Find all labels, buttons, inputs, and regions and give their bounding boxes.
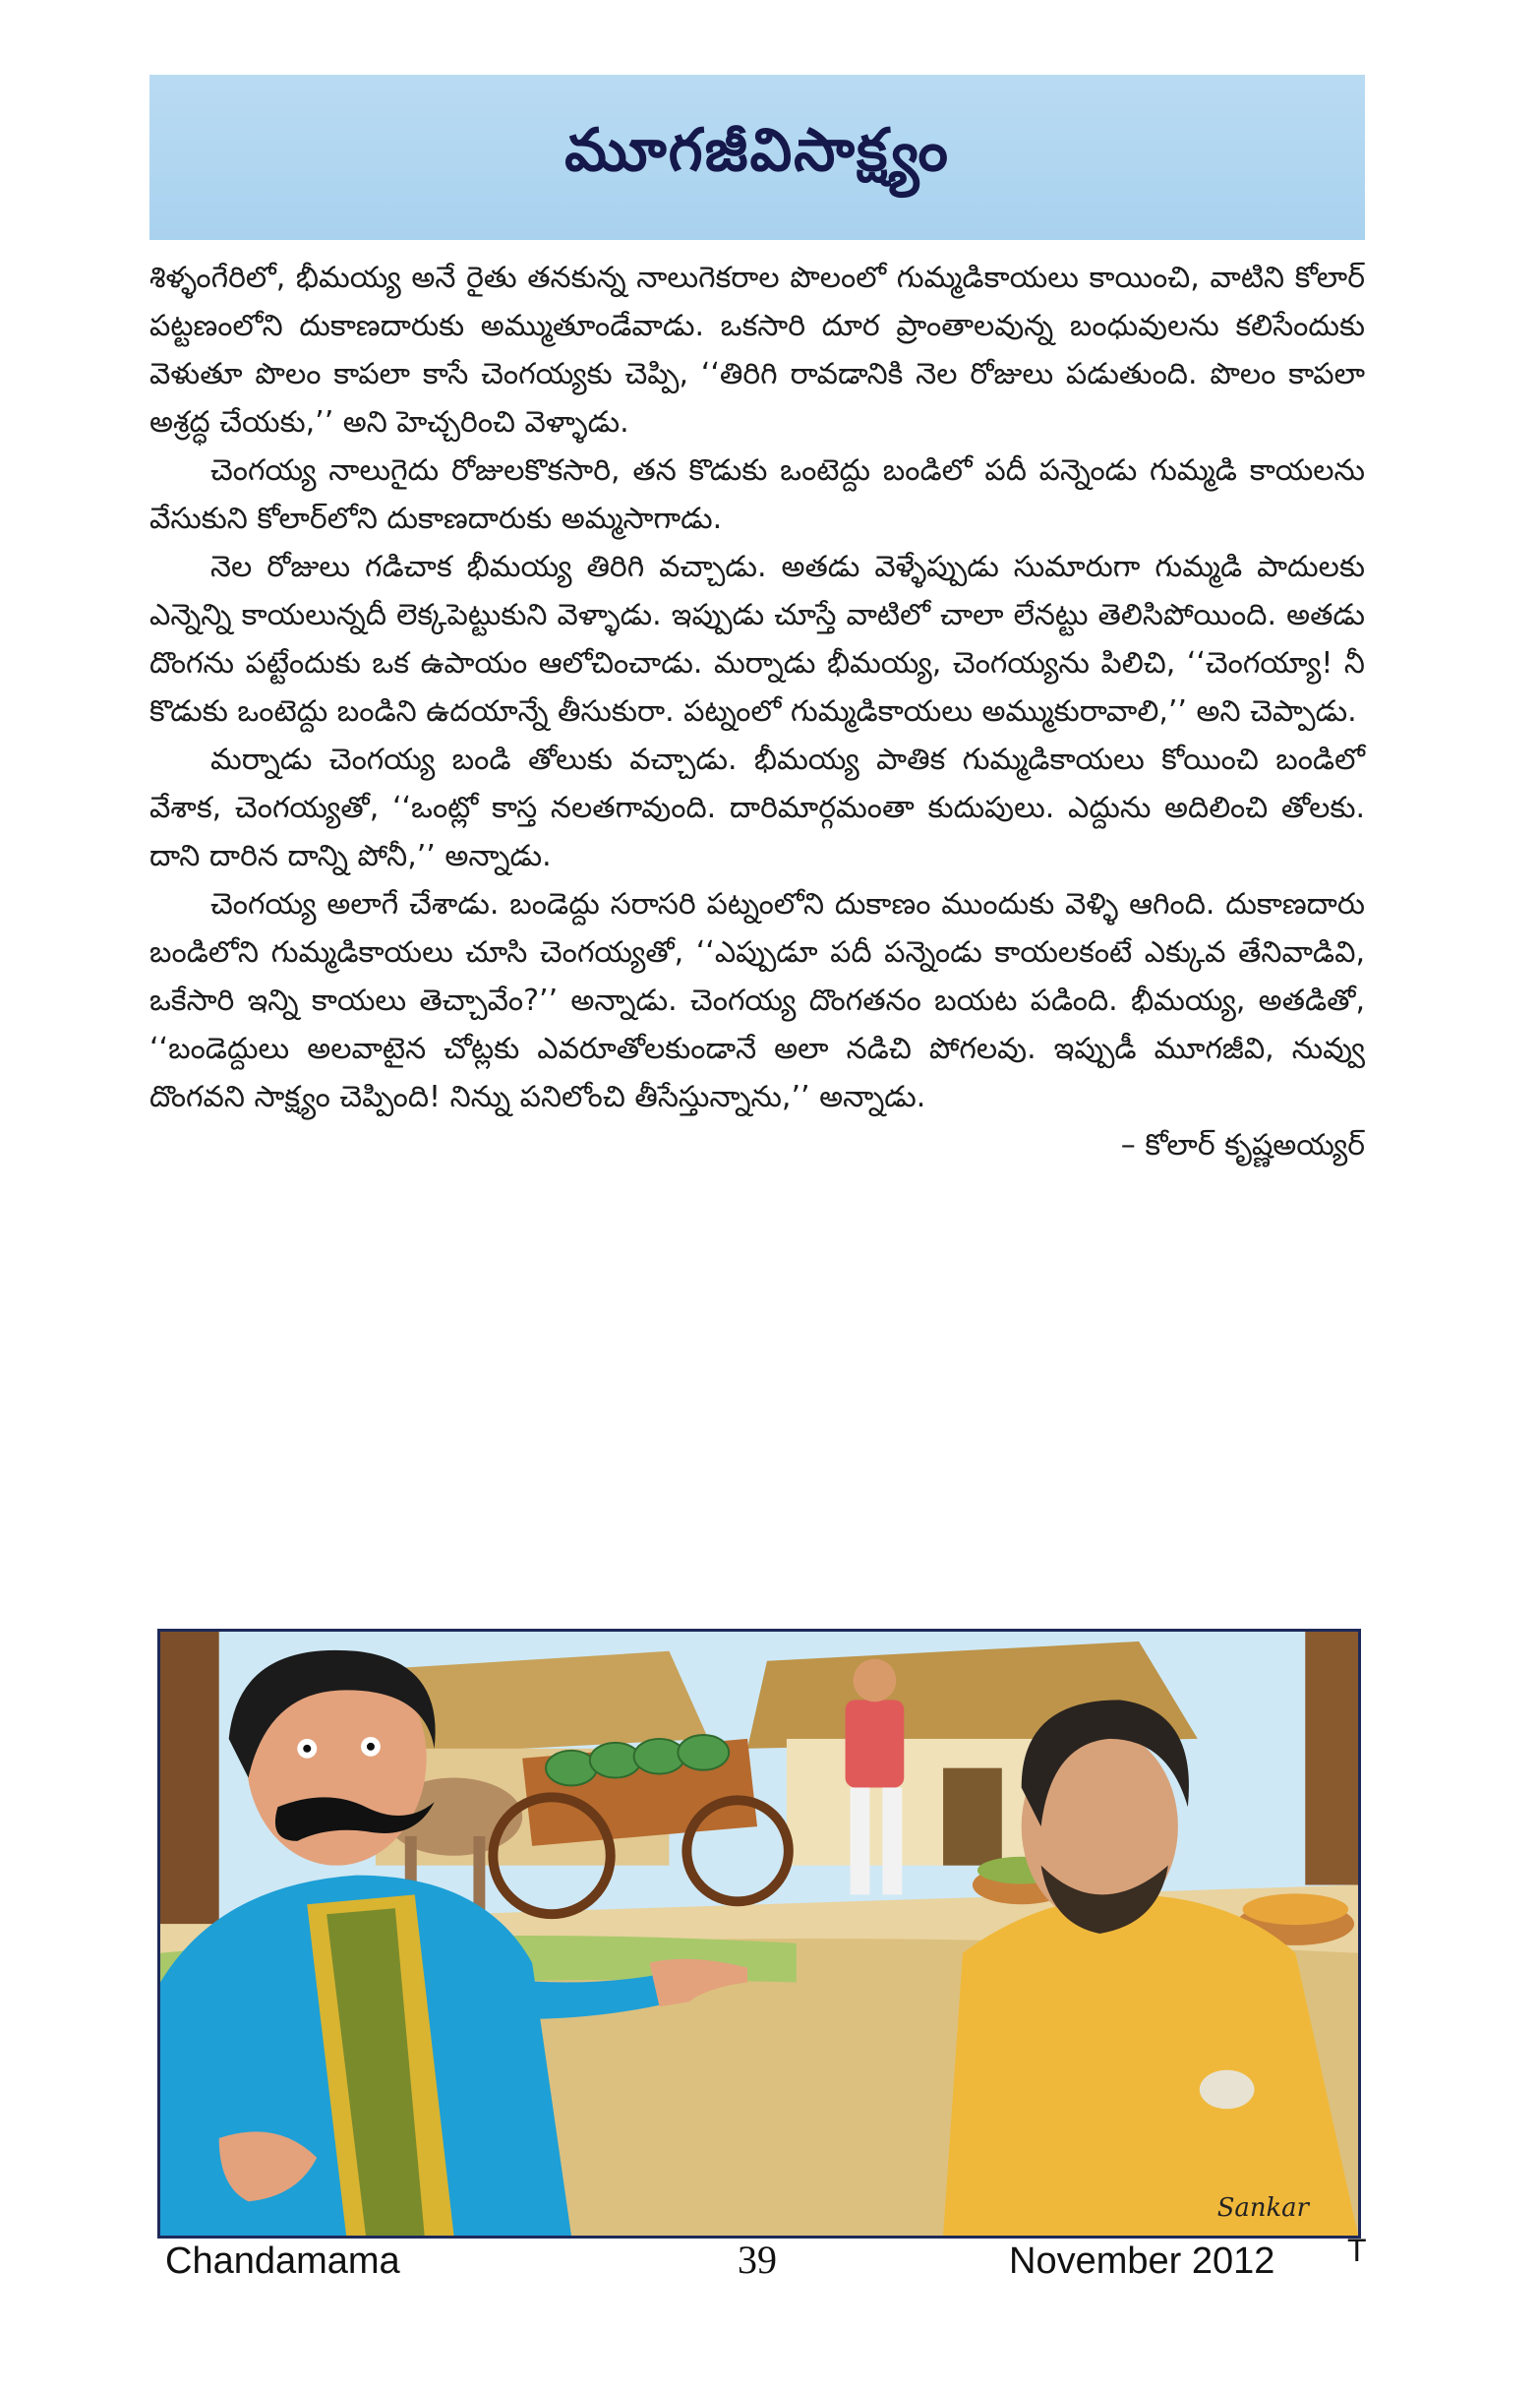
author-line [149, 1121, 1365, 1169]
paragraph-3: నెల రోజులు గడిచాక భీమయ్య తిరిగి వచ్చాడు. అతడు వెళ్ళేప్పుడు సుమారుగా గుమ్మడి పాదులకు ఎన్నెన్ని కాయలున్నదీ లెక్కపెట్టుకుని వెళ్ళాడు. ఇప్పుడు చూస్తే వాటిలో చాలా లేనట్టు తెలిసిపోయింది. అతడు దొంగను పట్టేందుకు ఒక ఉపాయం ఆలోచించాడు. మర్నాడు భీమయ్య, చెంగయ్యను పిలిచి, ‘‘చెంగయ్యా! నీ కొడుకు ఒంటెద్దు బండిని ఉదయాన్నే తీసుకురా. పట్నంలో గుమ్మడికాయలు అమ్ముకురావాలి,’’ అని చెప్పాడు. [149, 550, 1365, 729]
story-illustration [157, 1629, 1361, 2239]
story-title: మూగజీవిసాక్ష్యం [564, 116, 950, 185]
page-footer [157, 2233, 1377, 2292]
paragraph-1: శిళ్ళంగేరిలో, భీమయ్య అనే రైతు తనకున్న నాలుగెకరాల పొలంలో గుమ్మడికాయలు కాయించి, వాటిని కోలార్ పట్టణంలోని దుకాణదారుకు అమ్ముతూండేవాడు. ఒకసారి దూర ప్రాంతాలవున్న బంధువులను కలిసేందుకు వెళుతూ పొలం కాపలా కాసే చెంగయ్యకు చెప్పి, ‘‘తిరిగి రావడానికి నెల రోజులు పడుతుంది. పొలం కాపలా అశ్రద్ధ చేయకు,’’ అని హెచ్చరించి వెళ్ళాడు. [149, 261, 1365, 440]
title-banner [149, 75, 1365, 240]
paragraph-5: చెంగయ్య అలాగే చేశాడు. బండెద్దు సరాసరి పట్నంలోని దుకాణం ముందుకు వెళ్ళి ఆగింది. దుకాణదారు బండిలోని గుమ్మడికాయలు చూసి చెంగయ్యతో, ‘‘ఎప్పుడూ పదీ పన్నెండు కాయలకంటే ఎక్కువ తేనివాడివి, ఒకేసారి ఇన్ని కాయలు తెచ్చావేం?’’ అన్నాడు. చెంగయ్య దొంగతనం బయట పడింది. భీమయ్య, అతడితో, ‘‘బండెద్దులు అలవాటైన చోట్లకు ఎవరూతోలకుండానే అలా నడిచి పోగలవు. ఇప్పుడీ మూగజీవి, నువ్వు దొంగవని సాక్ష్యం చెప్పింది! నిన్ను పనిలోంచి తీసేస్తున్నాను,’’ అన్నాడు. [149, 887, 1365, 1114]
paragraph-4: మర్నాడు చెంగయ్య బండి తోలుకు వచ్చాడు. భీమయ్య పాతిక గుమ్మడికాయలు కోయించి బండిలో వేశాక, చెంగయ్యతో, ‘‘ఒంట్లో కాస్త నలతగావుంది. దారిమార్గమంతా కుదుపులు. ఎద్దును అదిలించి తోలకు. దాని దారిన దాన్ని పోనీ,’’ అన్నాడు. [149, 743, 1365, 873]
illustration-drawing [160, 1632, 1358, 2236]
paragraph-2: చెంగయ్య నాలుగైదు రోజులకొకసారి, తన కొడుకు ఒంటెద్దు బండిలో పదీ పన్నెండు గుమ్మడి కాయలను వేసుకుని కోలార్‌లోని దుకాణదారుకు అమ్మసాగాడు. [149, 453, 1365, 536]
story-text [149, 254, 1365, 1169]
magazine-name: Chandamama [165, 2240, 400, 2282]
issue-date: November 2012 [1009, 2240, 1275, 2282]
page-number: 39 [738, 2238, 777, 2282]
footer-mark: T [1347, 2233, 1367, 2268]
artist-signature: Sankar [1216, 2193, 1309, 2224]
story-author: – కోలార్ కృష్ణఅయ్యర్ [1120, 1128, 1365, 1163]
